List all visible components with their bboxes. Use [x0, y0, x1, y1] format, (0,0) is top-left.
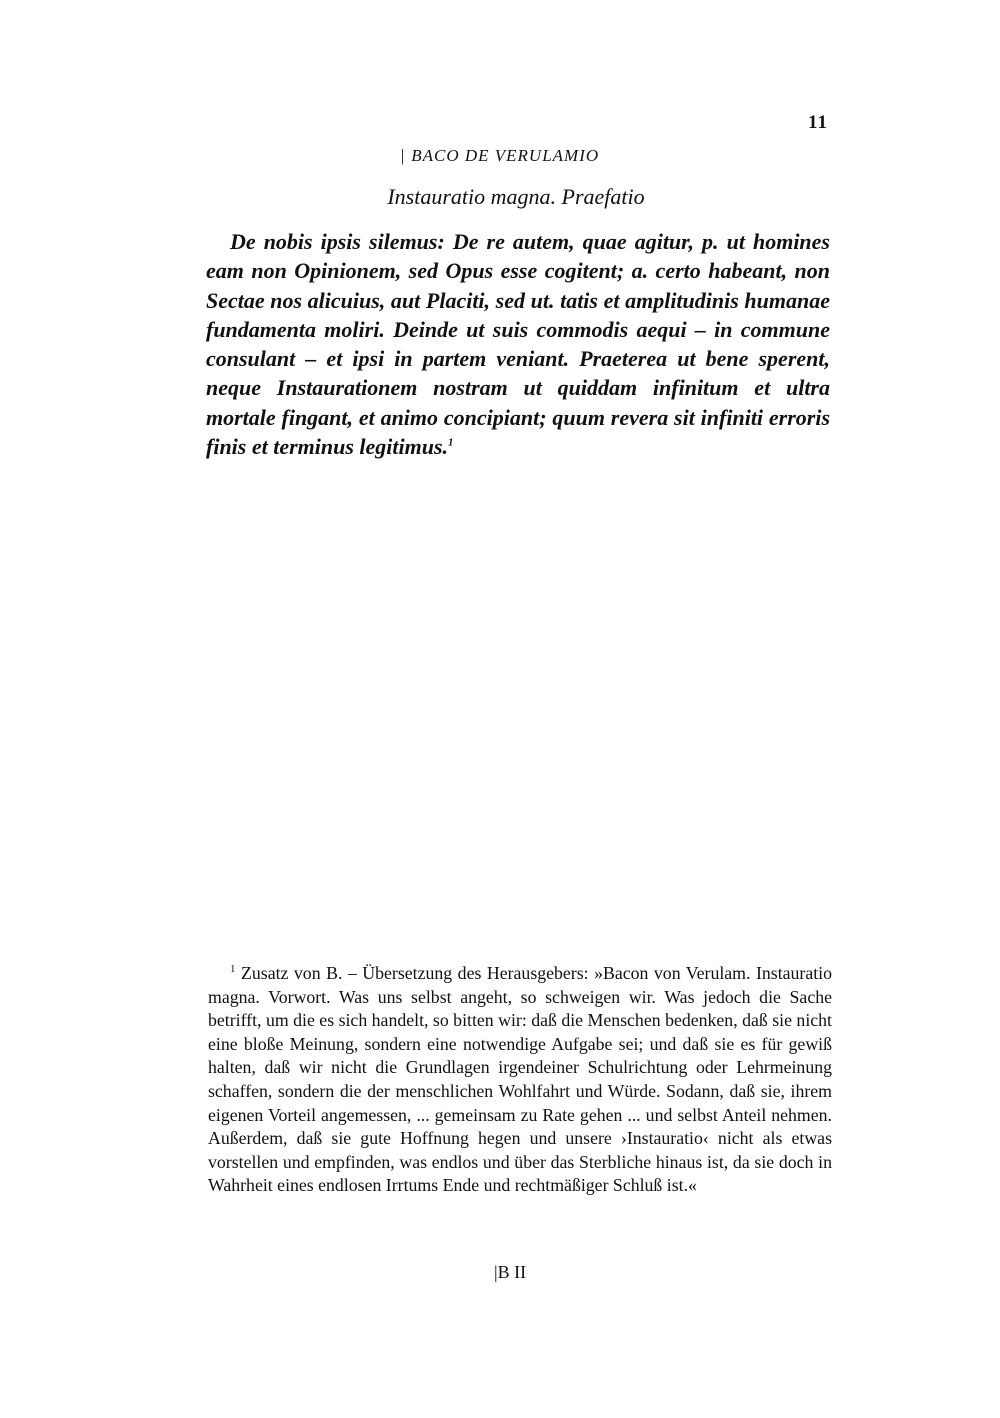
footnote-text: Zusatz von B. – Übersetzung des Herausgebers: »Bacon von Verulam. Instauratio magna. Vorwort. Was uns selbst angeht, so schweigen wir. Was jedoch die Sache betrifft, um die es sich handelt, so bitten wir: daß die Menschen bedenken, daß sie nicht eine bloße Meinung, sondern eine notwendige Aufgabe sei; und daß sie es für gewiß halten, daß wir nicht die Grundlagen irgendeiner Schulrichtung oder Lehrmeinung schaffen, sondern die der menschlichen Wohlfahrt und Würde. Sodann, daß sie, ihrem eigenen Vorteil angemessen, ... gemeinsam zu Rate gehen ... und selbst Anteil nehmen. Außerdem, daß sie gute Hoffnung hegen und unsere ›Instauratio‹ nicht als etwas vorstellen und empfinden, was endlos und über das Sterbliche hinaus ist, da sie doch in Wahrheit eines endlosen Irrtums Ende und rechtmäßiger Schluß ist.«	[208, 963, 832, 1196]
author-name: BACO DE VERULAMIO	[411, 146, 600, 165]
footnote	[208, 962, 832, 1198]
latin-quotation	[206, 227, 830, 461]
section-author-heading	[0, 146, 1000, 166]
work-title: Instauratio magna. Praefatio	[387, 184, 645, 209]
latin-quotation-text: De nobis ipsis silemus: De re autem, quae agitur, p. ut homines eam non Opinionem, sed Opus esse cogitent; a. certo habeant, non Sectae nos alicuius, aut Placiti, sed ut. tatis et amplitudinis humanae fundamenta moliri. Deinde ut suis commodis aequi – in commune consulant – et ipsi in partem veniant. Praeterea ut bene sperent, neque Instaurationem nostram ut quiddam infinitum et ultra mortale fingant, et animo concipiant; quum revera sit infiniti erroris finis et terminus legitimus.	[206, 229, 830, 460]
footnote-reference: 1	[448, 436, 454, 449]
page-number: 11	[808, 112, 828, 133]
folio-reference: |B II	[494, 1262, 527, 1282]
page-break-marker: |	[400, 146, 406, 165]
footnote-marker: 1	[230, 963, 236, 976]
